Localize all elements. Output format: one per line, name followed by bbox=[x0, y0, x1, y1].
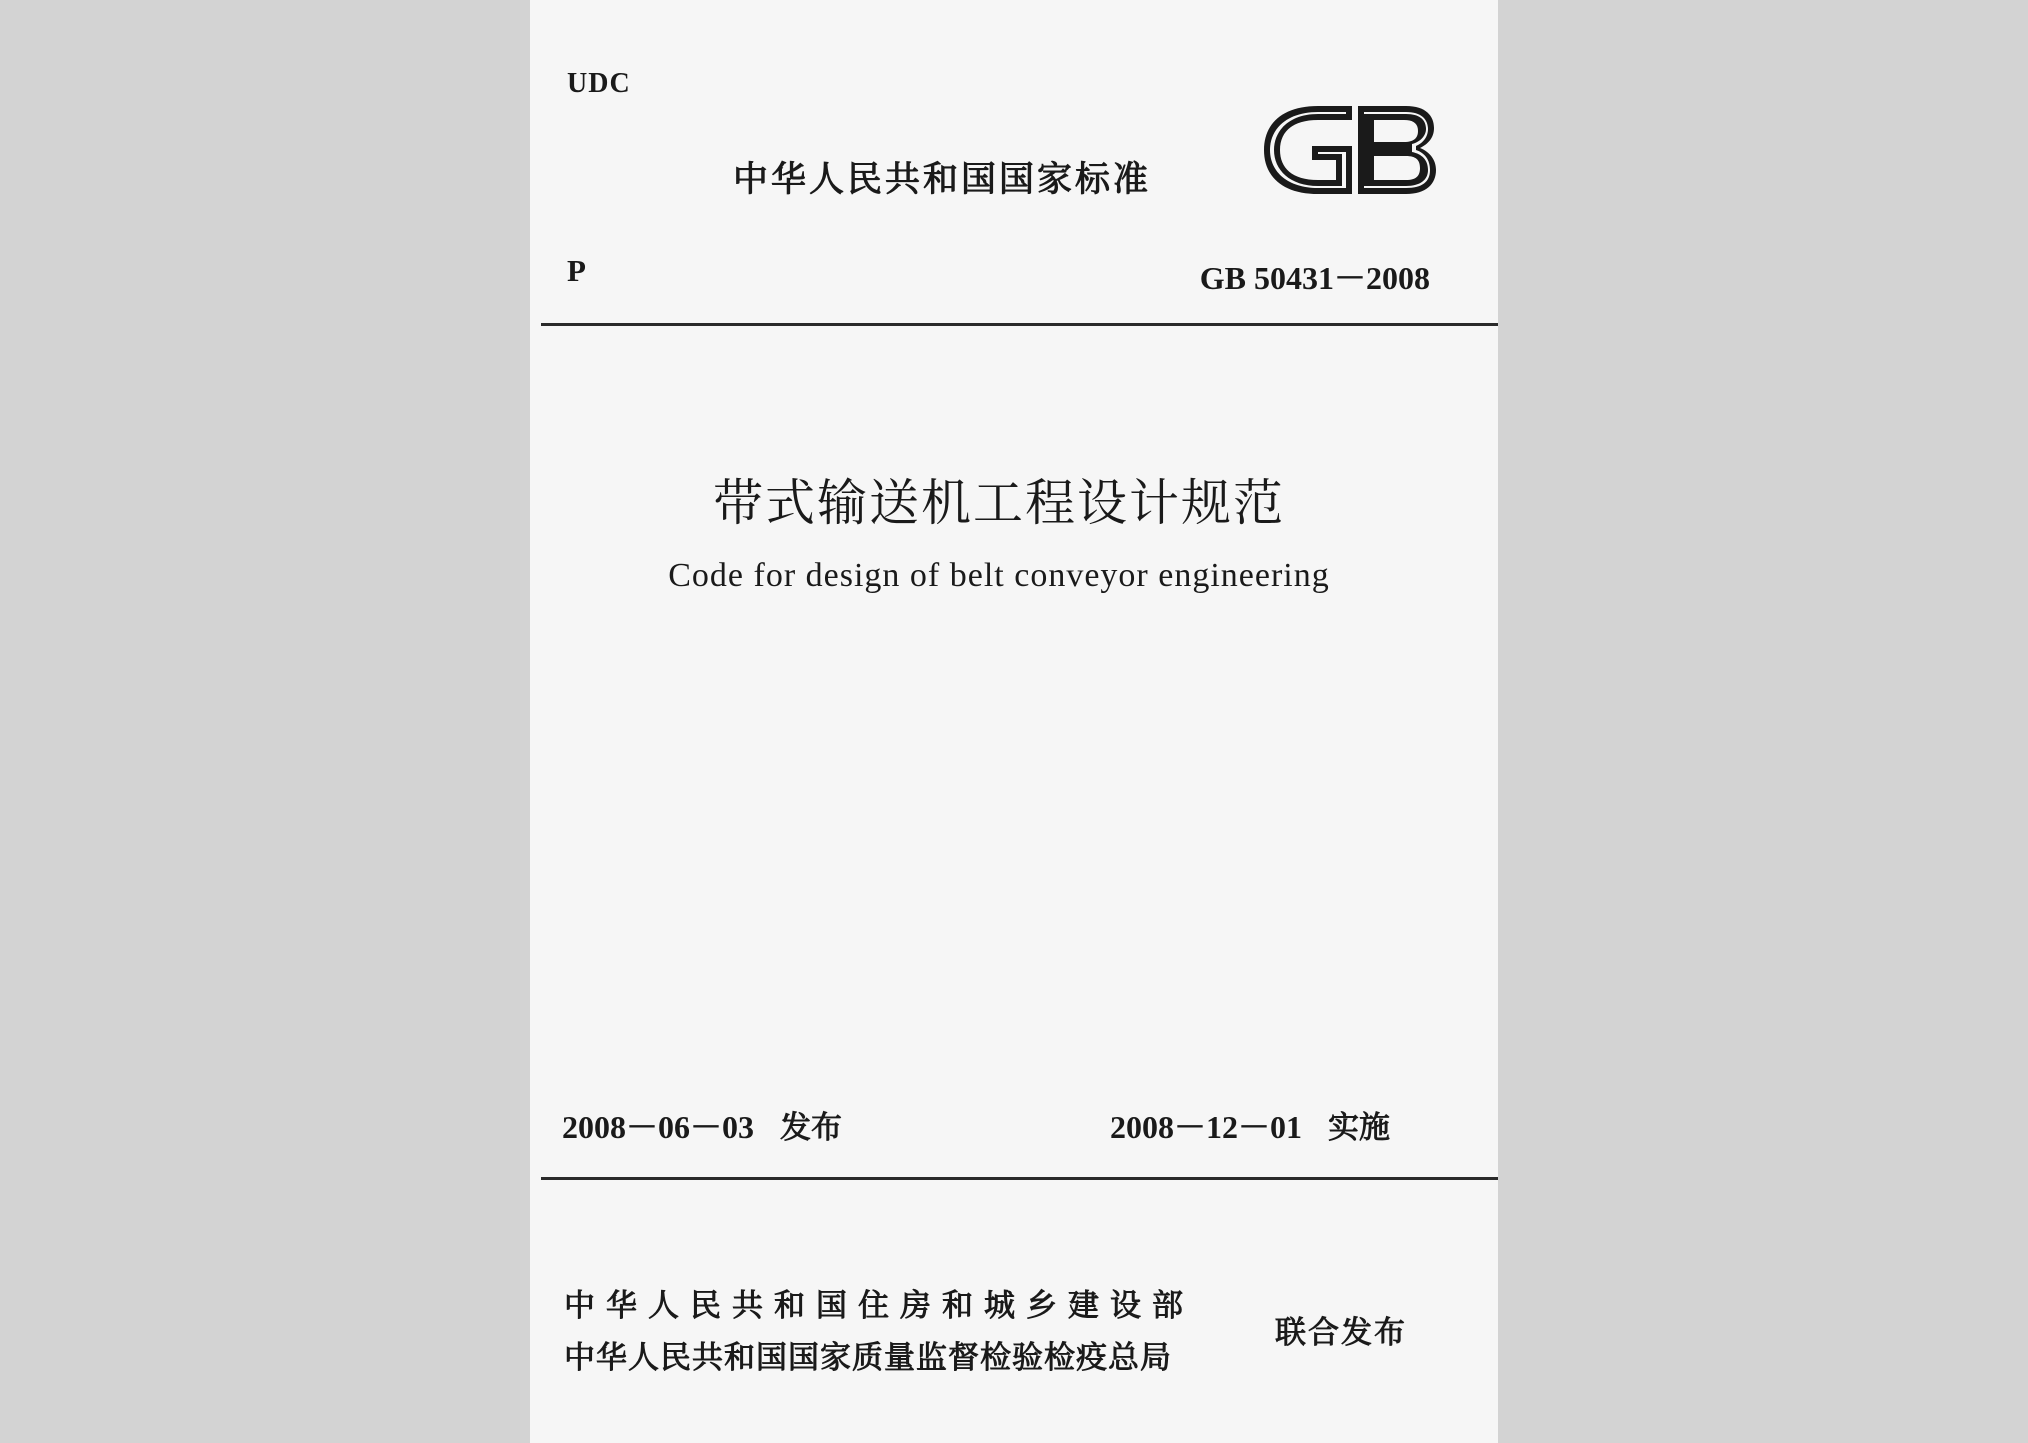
issuer-ministry-housing: 中华人民共和国住房和城乡建设部 bbox=[564, 1288, 1194, 1324]
national-standard-title: 中华人民共和国国家标准 bbox=[733, 160, 1152, 200]
bottom-divider bbox=[541, 1177, 1498, 1180]
standard-number: GB 50431－2008 bbox=[1199, 260, 1430, 296]
effective-date: 2008－12－01 bbox=[1110, 1109, 1303, 1145]
issuer-aqsiq: 中华人民共和国国家质量监督检验检疫总局 bbox=[564, 1340, 1172, 1376]
udc-label: UDC bbox=[567, 68, 631, 99]
classification-code: P bbox=[567, 253, 586, 288]
document-page bbox=[530, 0, 1498, 1443]
effective-label: 实施 bbox=[1328, 1110, 1391, 1146]
issue-date-block bbox=[562, 1102, 842, 1148]
issue-label: 发布 bbox=[780, 1110, 843, 1146]
document-title-english: Code for design of belt conveyor engineering bbox=[668, 557, 1330, 594]
top-divider bbox=[541, 323, 1498, 326]
document-title-chinese: 带式输送机工程设计规范 bbox=[713, 474, 1285, 532]
issue-date: 2008－06－03 bbox=[562, 1109, 755, 1145]
joint-release-label: 联合发布 bbox=[1275, 1315, 1407, 1351]
gb-logo bbox=[1260, 100, 1438, 200]
effective-date-block bbox=[1110, 1102, 1390, 1148]
